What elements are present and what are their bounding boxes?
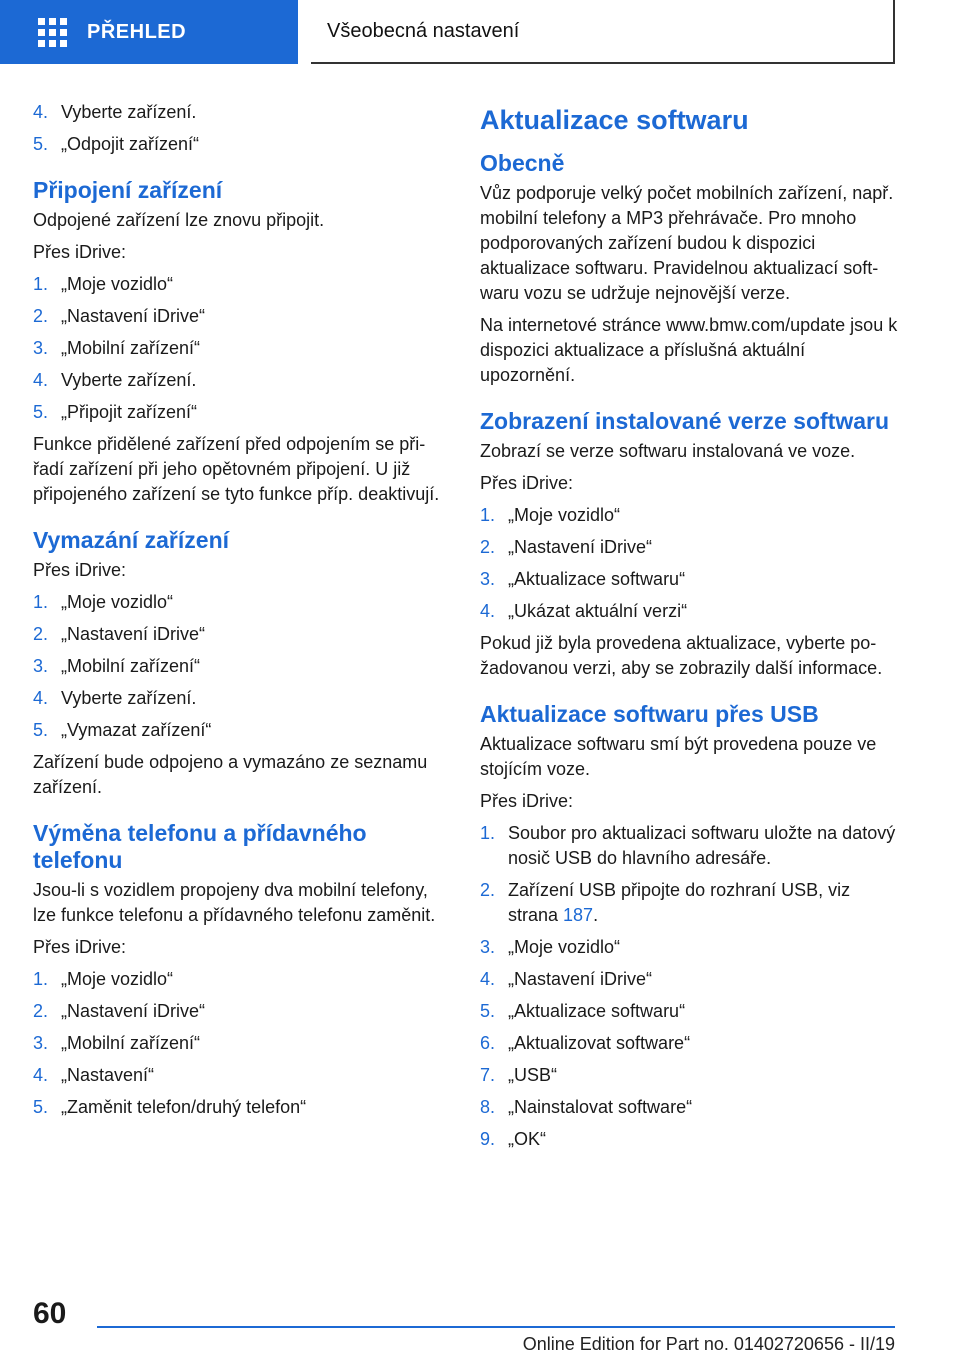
list-item: 5. „Zaměnit telefon/druhý telefon“ xyxy=(33,1097,307,1117)
swap-heading: Výměna telefonu a přídavného telefonu xyxy=(33,820,367,873)
delete-steps xyxy=(33,590,443,743)
page-number: 60 xyxy=(33,1297,67,1330)
general-heading: Obecně xyxy=(480,150,565,176)
list-item: 1. „Moje vozidlo“ xyxy=(480,505,621,525)
list-item: 7. „USB“ xyxy=(480,1065,557,1085)
paragraph: Jsou-li s vozidlem propojeny dva mobilní telefony, lze funkce telefonu a přídavného telefonu zaměnit. xyxy=(33,880,436,925)
paragraph: Odpojené zařízení lze znovu připojit. xyxy=(33,210,325,230)
list-item: 9. „OK“ xyxy=(480,1129,546,1149)
list-item: 1. Soubor pro aktualizaci softwaru uložte na datový nosič USB do hlavního adresáře. xyxy=(480,823,896,868)
list-item: 3. „Mobilní zařízení“ xyxy=(33,338,201,358)
section-header xyxy=(311,0,895,64)
paragraph: Zařízení bude odpojeno a vymazáno ze seznamu zařízení. xyxy=(33,752,428,797)
list-item: 4. Vyberte zařízení. xyxy=(33,370,197,390)
right-column xyxy=(480,100,898,1159)
list-item: 4. „Nastavení iDrive“ xyxy=(480,969,653,989)
list-item: 8. „Nainstalovat software“ xyxy=(480,1097,693,1117)
list-item: 2. Zařízení USB připojte do rozhraní USB, viz strana 187. xyxy=(480,880,851,925)
left-column xyxy=(33,100,443,1127)
paragraph: Pokud již byla provedena aktualizace, vyberte požadovanou verzi, aby se zobrazily další informace. xyxy=(480,633,883,678)
paragraph: Přes iDrive: xyxy=(33,560,127,580)
paragraph: Aktualizace softwaru smí být provedena pouze ve stojícím voze. xyxy=(480,734,877,779)
list-item: 1. „Moje vozidlo“ xyxy=(33,592,174,612)
list-item: 5. „Vymazat zařízení“ xyxy=(33,720,212,740)
edition-text: Online Edition for Part no. 01402720656 - II/19 xyxy=(522,1334,895,1354)
list-item: 3. „Mobilní zařízení“ xyxy=(33,1033,201,1053)
paragraph: Funkce přidělené zařízení před odpojením se přiřadí zařízení při jeho opětovném připojení. U již připojeného zařízení se tyto funkce příp. deaktivují. xyxy=(33,434,440,504)
list-item: 1. „Moje vozidlo“ xyxy=(33,274,174,294)
list-item: 3. „Aktualizace softwaru“ xyxy=(480,569,686,589)
page-reference-link[interactable]: 187 xyxy=(563,905,594,925)
list-item: 4. „Nastavení“ xyxy=(33,1065,155,1085)
list-item: 1. „Moje vozidlo“ xyxy=(33,969,174,989)
grid-icon xyxy=(38,18,67,47)
paragraph: Vůz podporuje velký počet mobilních zařízení, např. mobilní telefony a MP3 přehrávače. Pro mnoho podporovaných zařízení budou k dispozici aktualizace softwaru. Pravidelnou aktualizací softwaru vozu se udržuje nejnovější verze. xyxy=(480,183,894,303)
software-update-title: Aktualizace softwaru xyxy=(480,105,749,135)
delete-heading: Vymazání zařízení xyxy=(33,527,230,553)
list-item: 4. „Ukázat aktuální verzi“ xyxy=(480,601,688,621)
list-item: 4. Vyberte zařízení. xyxy=(33,102,197,122)
usb-update-steps xyxy=(480,821,898,1152)
overview-tab-label: PŘEHLED xyxy=(87,20,187,43)
list-item: 4. Vyberte zařízení. xyxy=(33,688,197,708)
paragraph: Přes iDrive: xyxy=(33,937,127,957)
swap-steps xyxy=(33,967,443,1120)
list-item: 2. „Nastavení iDrive“ xyxy=(33,1001,206,1021)
show-version-heading: Zobrazení instalované verze softwaru xyxy=(480,408,890,434)
overview-tab[interactable] xyxy=(0,0,298,64)
list-item: 2. „Nastavení iDrive“ xyxy=(480,537,653,557)
usb-update-heading: Aktualizace softwaru přes USB xyxy=(480,701,819,727)
paragraph: Přes iDrive: xyxy=(480,473,574,493)
list-item: 5. „Odpojit zařízení“ xyxy=(33,134,200,154)
list-item: 3. „Moje vozidlo“ xyxy=(480,937,621,957)
section-header-title: Všeobecná nastavení xyxy=(327,19,520,42)
show-version-steps xyxy=(480,503,898,624)
list-item: 2. „Nastavení iDrive“ xyxy=(33,306,206,326)
paragraph: Zobrazí se verze softwaru instalovaná ve voze. xyxy=(480,441,856,461)
list-item: 5. „Připojit zařízení“ xyxy=(33,402,198,422)
footer-divider xyxy=(97,1326,895,1328)
connect-steps xyxy=(33,272,443,425)
connect-heading: Připojení zařízení xyxy=(33,177,223,203)
intro-list xyxy=(33,100,443,157)
list-item: 2. „Nastavení iDrive“ xyxy=(33,624,206,644)
list-item: 6. „Aktualizovat software“ xyxy=(480,1033,691,1053)
paragraph: Přes iDrive: xyxy=(480,791,574,811)
paragraph: Na internetové stránce www.bmw.com/update jsou k dispozici aktualizace a příslušná aktuální upozornění. xyxy=(480,315,898,385)
list-item: 3. „Mobilní zařízení“ xyxy=(33,656,201,676)
list-item: 5. „Aktualizace softwaru“ xyxy=(480,1001,686,1021)
paragraph: Přes iDrive: xyxy=(33,242,127,262)
